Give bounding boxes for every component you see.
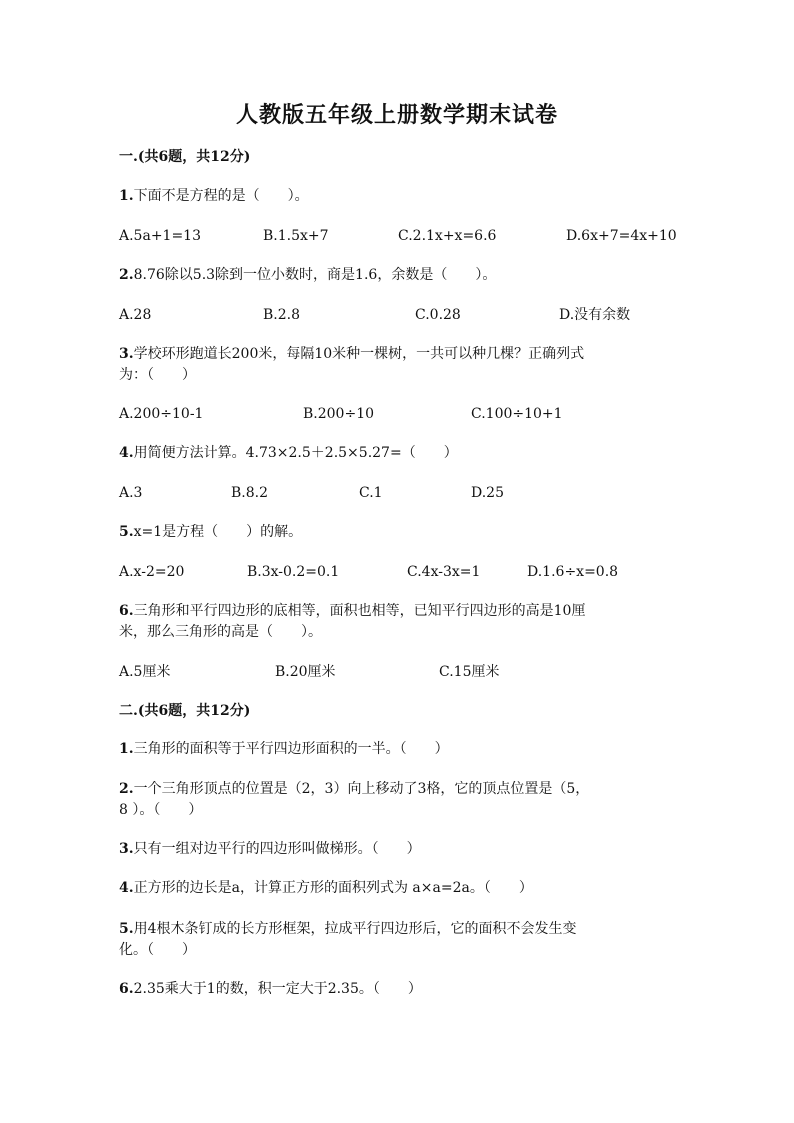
section-heading-1: 一.(共6题，共12分) <box>119 149 251 165</box>
question-number: 2. <box>119 781 134 797</box>
question-1-6-cont: 米，那么三角形的高是（ ）。 <box>119 624 322 640</box>
option-b: B.200÷10 <box>303 406 375 422</box>
option-a: A.5a+1=13 <box>119 228 201 244</box>
option-c: C.1 <box>359 485 383 501</box>
page-title: 人教版五年级上册数学期末试卷 <box>235 102 558 128</box>
option-a: A.5厘米 <box>119 664 171 680</box>
option-c: C.0.28 <box>415 307 461 323</box>
question-number: 1. <box>119 188 134 204</box>
option-b: B.3x-0.2=0.1 <box>247 564 340 580</box>
question-2-1 <box>119 739 449 759</box>
question-1-1 <box>119 186 309 206</box>
question-number: 4. <box>119 445 134 461</box>
question-number: 2. <box>119 267 134 283</box>
option-d: D.1.6÷x=0.8 <box>527 564 619 580</box>
option-a: A.3 <box>119 485 143 501</box>
question-number: 3. <box>119 346 134 362</box>
question-text: 用简便方法计算。4.73×2.5＋2.5×5.27=（ ） <box>133 445 458 461</box>
question-2-2 <box>119 779 589 799</box>
question-number: 5. <box>119 921 134 937</box>
question-text: 8.76除以5.3除到一位小数时，商是1.6，余数是（ ）。 <box>133 267 497 283</box>
option-a: A.28 <box>119 307 152 323</box>
question-1-4 <box>119 443 458 463</box>
question-number: 5. <box>119 524 134 540</box>
section-heading-2: 二.(共6题，共12分) <box>119 703 251 719</box>
question-number: 3. <box>119 841 134 857</box>
option-d: D.6x+7=4x+10 <box>566 228 677 244</box>
question-1-5 <box>119 522 302 542</box>
question-text: 三角形和平行四边形的底相等，面积也相等，已知平行四边形的高是10厘 <box>133 603 586 619</box>
question-2-5 <box>119 919 577 939</box>
option-a: A.200÷10-1 <box>119 406 204 422</box>
option-c: C.15厘米 <box>439 664 500 680</box>
question-text: 三角形的面积等于平行四边形面积的一半。（ ） <box>133 741 449 757</box>
option-a: A.x-2=20 <box>119 564 185 580</box>
question-text: 2.35乘大于1的数，积一定大于2.35。（ ） <box>133 981 422 997</box>
question-2-2-cont: 8 ）。（ ） <box>119 802 203 818</box>
question-text: 用4根木条钉成的长方形框架，拉成平行四边形后，它的面积不会发生变 <box>133 921 577 937</box>
question-text: 一个三角形顶点的位置是（2，3）向上移动了3格，它的顶点位置是（5， <box>133 781 590 797</box>
option-c: C.2.1x+x=6.6 <box>398 228 497 244</box>
question-text: 只有一组对边平行的四边形叫做梯形。（ ） <box>133 841 421 857</box>
question-1-3-cont: 为：（ ） <box>119 367 196 383</box>
option-c: C.4x-3x=1 <box>407 564 481 580</box>
question-1-2 <box>119 265 496 285</box>
question-text: 正方形的边长是a，计算正方形的面积列式为 a×a=2a。（ ） <box>133 880 533 896</box>
question-text: x=1是方程（ ）的解。 <box>133 524 303 540</box>
question-number: 6. <box>119 981 134 997</box>
question-text: 下面不是方程的是（ ）。 <box>133 188 309 204</box>
question-1-6 <box>119 601 585 621</box>
question-2-4 <box>119 878 533 898</box>
question-text: 学校环形跑道长200米，每隔10米种一棵树，一共可以种几棵？正确列式 <box>133 346 585 362</box>
question-2-3 <box>119 839 421 859</box>
question-2-6 <box>119 979 422 999</box>
option-d: D.没有余数 <box>559 307 631 323</box>
option-b: B.1.5x+7 <box>263 228 329 244</box>
option-c: C.100÷10+1 <box>471 406 563 422</box>
option-b: B.8.2 <box>231 485 269 501</box>
question-2-5-cont: 化。（ ） <box>119 942 196 958</box>
question-number: 4. <box>119 880 134 896</box>
option-b: B.20厘米 <box>275 664 336 680</box>
option-d: D.25 <box>471 485 504 501</box>
question-number: 6. <box>119 603 134 619</box>
question-number: 1. <box>119 741 134 757</box>
question-1-3 <box>119 344 584 364</box>
option-b: B.2.8 <box>263 307 301 323</box>
